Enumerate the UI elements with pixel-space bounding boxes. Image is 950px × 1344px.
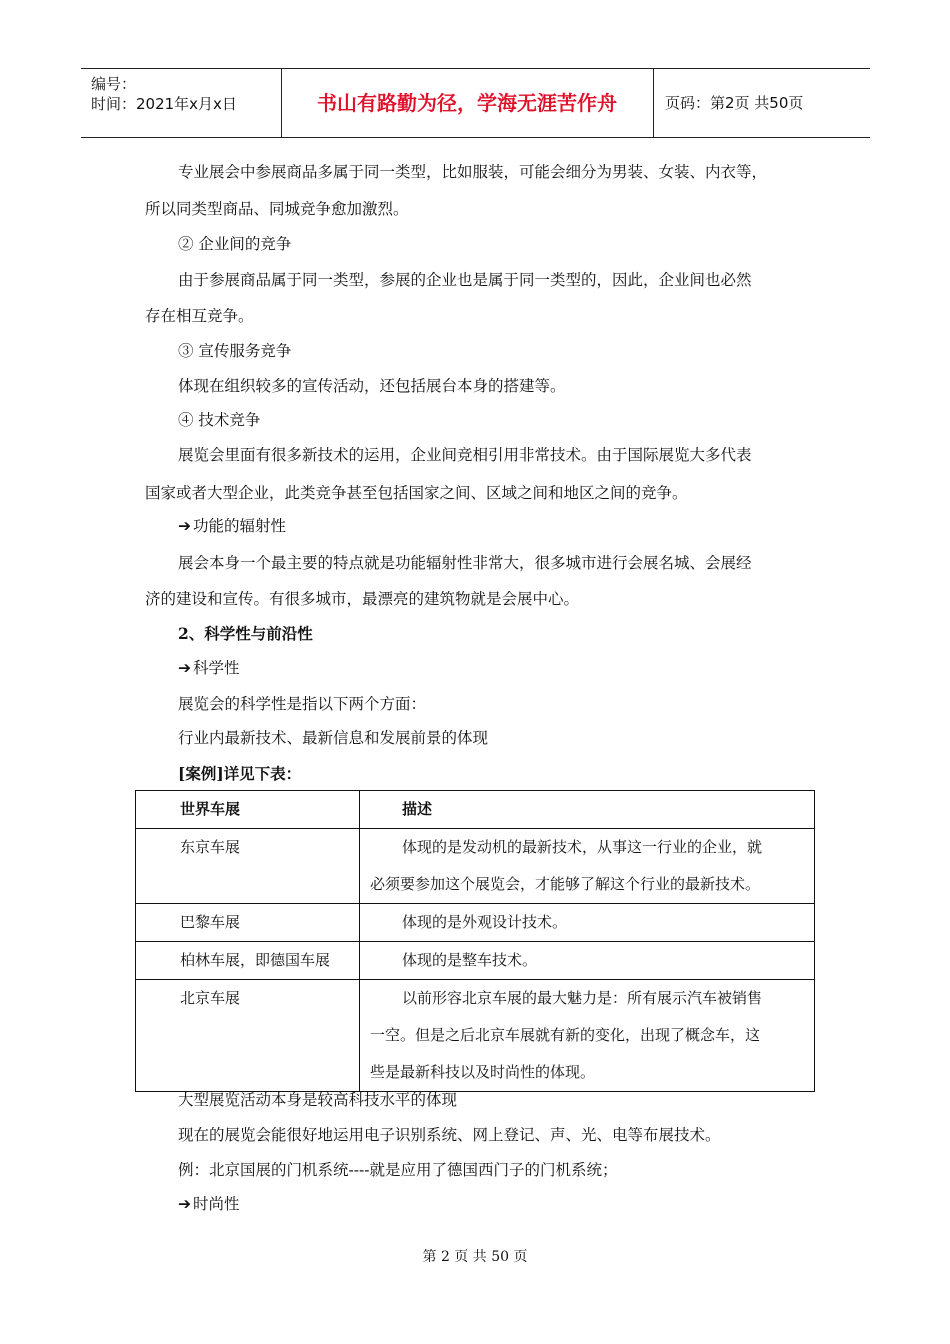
show-name-cell: 北京车展 — [180, 989, 241, 1007]
auto-show-table — [135, 790, 815, 1092]
paragraph-line: 所以同类型商品、同城竞争愈加激烈。 — [145, 200, 409, 218]
subheading-tech-competition: ④ 技术竞争 — [178, 411, 261, 429]
paragraph-line: 现在的展览会能很好地运用电子识别系统、网上登记、声、光、电等布展技术。 — [178, 1126, 721, 1144]
header-page-info: 页码：第2页 共50页 — [665, 94, 804, 112]
description-cell: 体现的是外观设计技术。 — [402, 913, 568, 931]
subheading-radiation — [178, 514, 286, 536]
paragraph-line: 由于参展商品属于同一类型，参展的企业也是属于同一类型的，因此，企业间也必然 — [178, 271, 752, 289]
description-cell: 以前形容北京车展的最大魅力是：所有展示汽车被销售 — [402, 989, 763, 1007]
subheading-text: 功能的辐射性 — [193, 517, 287, 535]
subheading-promotion-competition: ③ 宣传服务竞争 — [178, 342, 292, 360]
table-row — [136, 942, 815, 980]
paragraph-line: 大型展览活动本身是较高科技水平的体现 — [178, 1091, 458, 1109]
column-header: 描述 — [402, 800, 433, 818]
description-cell: 些是最新科技以及时尚性的体现。 — [370, 1063, 596, 1081]
page-header — [81, 68, 870, 138]
description-cell: 一空。但是之后北京车展就有新的变化，出现了概念车，这 — [370, 1026, 761, 1044]
arrow-right-icon: ➔ — [178, 517, 191, 535]
paragraph-line: 国家或者大型企业，此类竞争甚至包括国家之间、区域之间和地区之间的竞争。 — [145, 484, 688, 502]
subheading-scientific — [178, 656, 240, 678]
table-header-row — [136, 791, 815, 829]
paragraph-line: 存在相互竞争。 — [145, 307, 254, 325]
paragraph-line: 展会本身一个最主要的特点就是功能辐射性非常大，很多城市进行会展名城、会展经 — [178, 554, 752, 572]
description-cell: 必须要参加这个展览会，才能够了解这个行业的最新技术。 — [370, 875, 761, 893]
case-label: [案例]详见下表： — [178, 764, 302, 783]
paragraph-line: 展览会的科学性是指以下两个方面： — [178, 695, 427, 713]
column-header: 世界车展 — [180, 800, 241, 818]
show-name-cell: 柏林车展，即德国车展 — [180, 951, 331, 969]
paragraph-line: 展览会里面有很多新技术的运用，企业间竞相引用非常技术。由于国际展览大多代表 — [178, 446, 752, 464]
paragraph-line: 体现在组织较多的宣传活动，还包括展台本身的搭建等。 — [178, 377, 566, 395]
paragraph-line: 例：北京国展的门机系统----就是应用了德国西门子的门机系统； — [178, 1161, 618, 1179]
paragraph-line: 专业展会中参展商品多属于同一类型，比如服装，可能会细分为男装、女装、内衣等， — [178, 163, 768, 181]
subheading-text: 时尚性 — [193, 1195, 240, 1213]
arrow-right-icon: ➔ — [178, 659, 191, 677]
table-row — [136, 904, 815, 942]
paragraph-line: 济的建设和宣传。有很多城市，最漂亮的建筑物就是会展中心。 — [145, 590, 580, 608]
arrow-right-icon: ➔ — [178, 1195, 191, 1213]
paragraph-line: 行业内最新技术、最新信息和发展前景的体现 — [178, 729, 489, 747]
subheading-text: 科学性 — [193, 659, 240, 677]
table-row — [136, 829, 815, 904]
subheading-fashion — [178, 1192, 240, 1214]
page-footer: 第 2 页 共 50 页 — [422, 1249, 528, 1265]
description-cell: 体现的是发动机的最新技术，从事这一行业的企业，就 — [402, 838, 763, 856]
subheading-enterprise-competition: ② 企业间的竞争 — [178, 235, 292, 253]
table-row — [136, 980, 815, 1092]
header-motto: 书山有路勤为径，学海无涯苦作舟 — [281, 69, 654, 137]
show-name-cell: 巴黎车展 — [180, 913, 241, 931]
section-heading: 2、科学性与前沿性 — [178, 624, 313, 643]
header-meta — [81, 69, 282, 137]
doc-number-label: 编号： — [91, 75, 137, 93]
doc-date-label: 时间：2021年x月x日 — [91, 95, 237, 113]
description-cell: 体现的是整车技术。 — [402, 951, 538, 969]
show-name-cell: 东京车展 — [180, 838, 241, 856]
